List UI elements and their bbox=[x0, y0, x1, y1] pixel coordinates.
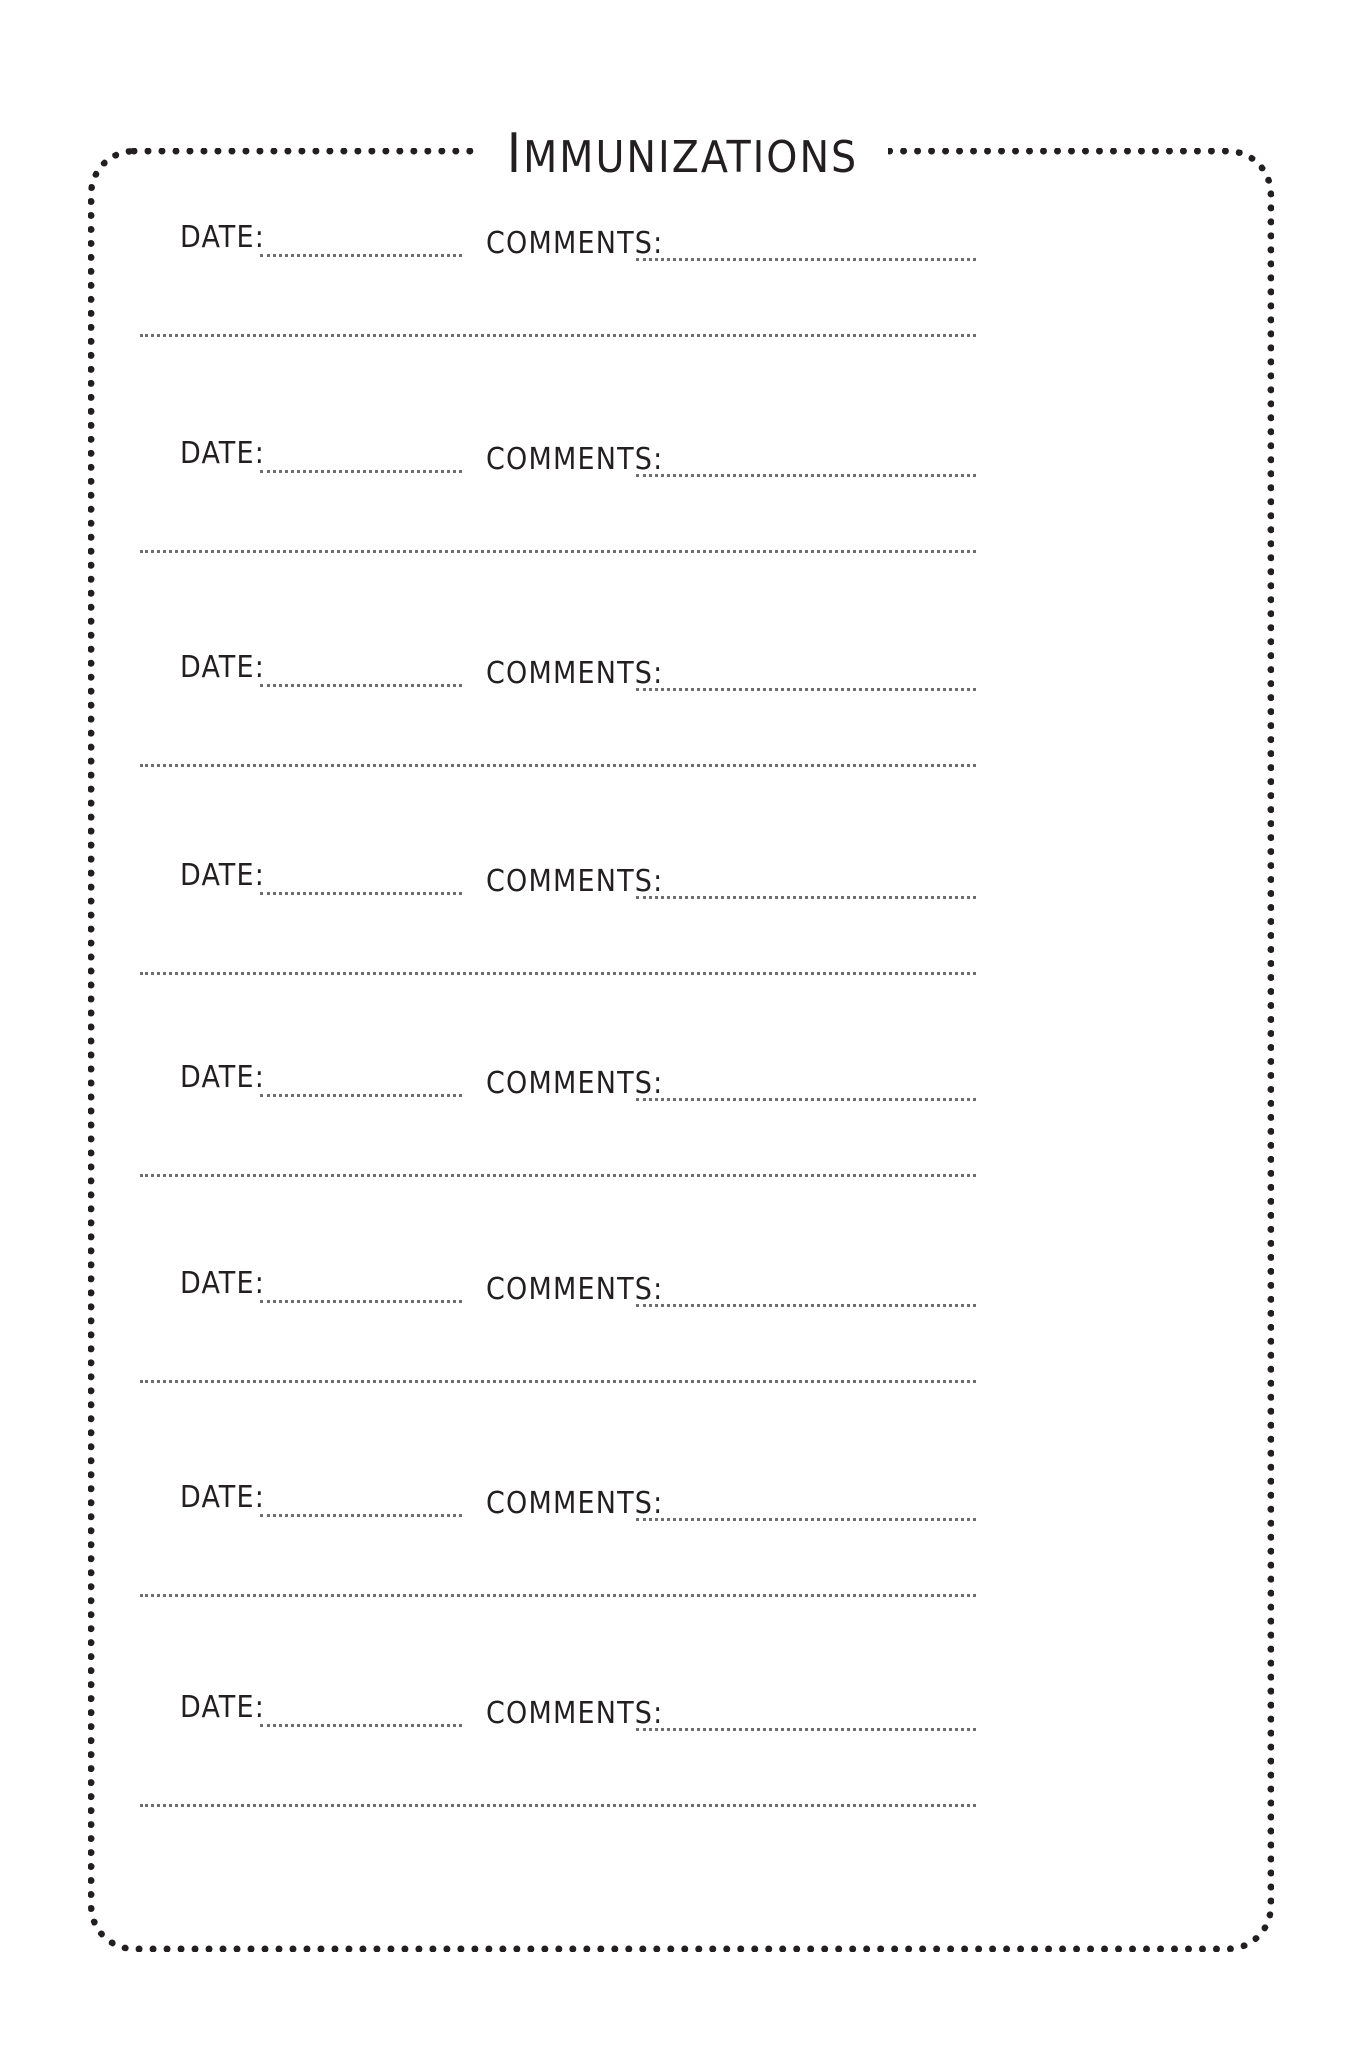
comments-label: COMMENTS: bbox=[486, 1272, 664, 1307]
notes-input-line[interactable] bbox=[140, 334, 976, 337]
immunization-entry bbox=[88, 422, 1274, 594]
date-input-line[interactable] bbox=[260, 1094, 462, 1097]
date-input-line[interactable] bbox=[260, 892, 462, 895]
notes-input-line[interactable] bbox=[140, 550, 976, 553]
date-label: DATE: bbox=[180, 1690, 266, 1725]
comments-label: COMMENTS: bbox=[486, 656, 664, 691]
comments-label: COMMENTS: bbox=[486, 1696, 664, 1731]
comments-input-line[interactable] bbox=[636, 1518, 976, 1521]
page-title-rest: MMUNIZATIONS bbox=[523, 132, 859, 183]
date-label: DATE: bbox=[180, 220, 266, 255]
date-input-line[interactable] bbox=[260, 1300, 462, 1303]
entry-row bbox=[88, 206, 1274, 266]
entry-row bbox=[88, 1046, 1274, 1106]
immunization-entry bbox=[88, 636, 1274, 808]
comments-label: COMMENTS: bbox=[486, 226, 664, 261]
immunization-entry bbox=[88, 1466, 1274, 1638]
entries-container bbox=[88, 148, 1274, 1952]
notes-input-line[interactable] bbox=[140, 1804, 976, 1807]
notes-input-line[interactable] bbox=[140, 972, 976, 975]
entry-row bbox=[88, 1252, 1274, 1312]
page-title bbox=[0, 122, 1365, 185]
comments-input-line[interactable] bbox=[636, 1728, 976, 1731]
date-label: DATE: bbox=[180, 436, 266, 471]
comments-input-line[interactable] bbox=[636, 896, 976, 899]
entry-row bbox=[88, 844, 1274, 904]
date-input-line[interactable] bbox=[260, 1724, 462, 1727]
notes-input-line[interactable] bbox=[140, 764, 976, 767]
comments-label: COMMENTS: bbox=[486, 442, 664, 477]
entry-row bbox=[88, 1466, 1274, 1526]
comments-input-line[interactable] bbox=[636, 474, 976, 477]
date-input-line[interactable] bbox=[260, 1514, 462, 1517]
immunization-entry bbox=[88, 1046, 1274, 1218]
immunization-entry bbox=[88, 1676, 1274, 1848]
date-input-line[interactable] bbox=[260, 684, 462, 687]
immunization-entry bbox=[88, 1252, 1274, 1424]
entry-row bbox=[88, 1676, 1274, 1736]
comments-label: COMMENTS: bbox=[486, 1486, 664, 1521]
date-label: DATE: bbox=[180, 1480, 266, 1515]
page-title-initial: I bbox=[506, 122, 524, 185]
comments-input-line[interactable] bbox=[636, 1098, 976, 1101]
date-input-line[interactable] bbox=[260, 470, 462, 473]
entry-row bbox=[88, 636, 1274, 696]
entry-row bbox=[88, 422, 1274, 482]
immunization-entry bbox=[88, 206, 1274, 378]
date-label: DATE: bbox=[180, 1266, 266, 1301]
notes-input-line[interactable] bbox=[140, 1594, 976, 1597]
comments-input-line[interactable] bbox=[636, 258, 976, 261]
comments-input-line[interactable] bbox=[636, 688, 976, 691]
date-label: DATE: bbox=[180, 1060, 266, 1095]
date-label: DATE: bbox=[180, 858, 266, 893]
immunization-entry bbox=[88, 844, 1274, 1016]
notes-input-line[interactable] bbox=[140, 1174, 976, 1177]
comments-input-line[interactable] bbox=[636, 1304, 976, 1307]
date-input-line[interactable] bbox=[260, 254, 462, 257]
comments-label: COMMENTS: bbox=[486, 864, 664, 899]
comments-label: COMMENTS: bbox=[486, 1066, 664, 1101]
date-label: DATE: bbox=[180, 650, 266, 685]
notes-input-line[interactable] bbox=[140, 1380, 976, 1383]
